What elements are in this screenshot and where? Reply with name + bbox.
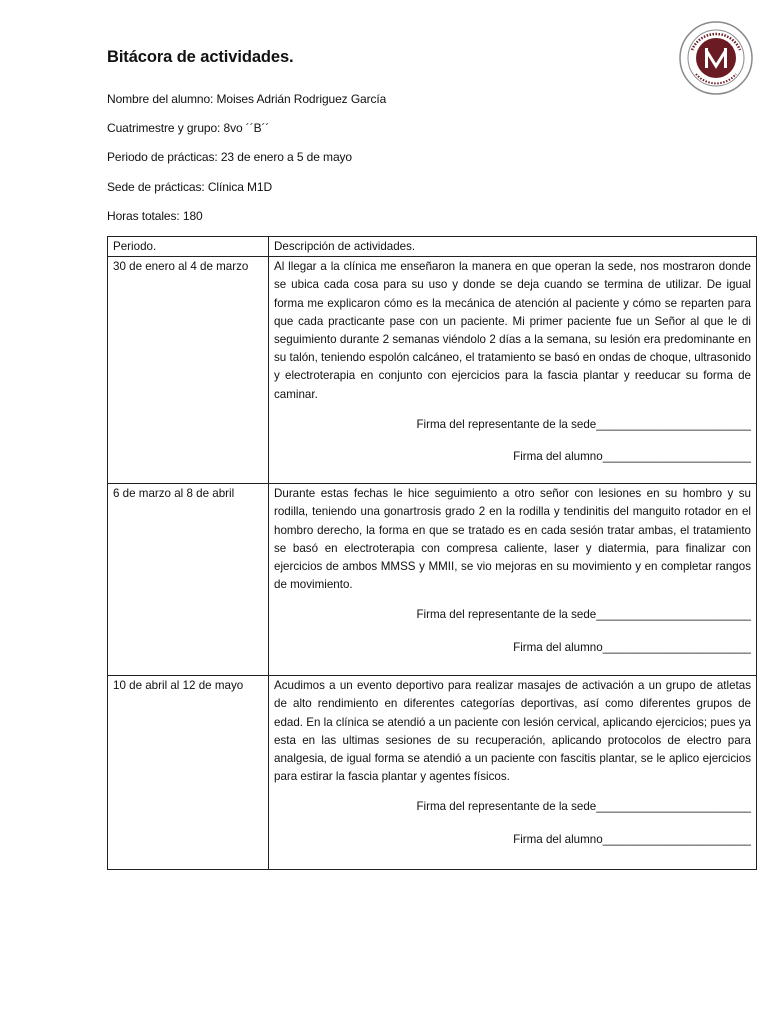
table-row [108,676,757,870]
activity-log-table [107,236,757,870]
row-period: 10 de abril al 12 de mayo [108,676,269,870]
signature-site-line: Firma del representante de la sede________________________ [416,800,751,814]
table-header-row [108,237,757,257]
table-row [108,484,757,676]
row-description: Al llegar a la clínica me enseñaron la manera en que operan la sede, nos mostraron donde se ubica cada cosa para su uso y donde se deja cuando se termina de utilizar. De igual forma me explicaron cómo es la mecánica de atención al paciente y cómo se reparten para que cada practicante pase con un paciente. Mi primer paciente fue un Señor al que le di seguimiento durante 2 semanas viéndolo 2 días a la semana, su lesión era predominante en su talón, teniendo espolón calcáneo, el tratamiento se basó en ondas de choque, ultrasonido y electroterapia en conjunto con ejercicios para la fascia plantar y reeducar su forma de caminar. [274,260,751,401]
document-title: Bitácora de actividades. [107,48,294,66]
university-seal-logo [678,20,754,96]
student-name-field: Nombre del alumno: Moises Adrián Rodriguez García [107,92,387,106]
signature-student-line: Firma del alumno_______________________ [513,832,751,846]
signature-student-line: Firma del alumno_______________________ [513,640,751,654]
row-description-cell [269,484,757,676]
table-row [108,257,757,484]
row-description: Acudimos a un evento deportivo para realizar masajes de activación a un grupo de atletas de alto rendimiento en diferentes categorías deportivas, así como diferentes grupos de edad. En la clínica se atendió a un paciente con lesión cervical, aplicando ejercicios; pues ya esta en las ultimas sesiones de su recuperación, aplicando protocolos de electro para analgesia, de igual forma se atendió a un paciente con fascitis plantar, se le aplico ejercicios para estirar la fascia plantar y agentes físicos. [274,679,751,784]
row-description-cell [269,676,757,870]
signature-student-line: Firma del alumno_______________________ [513,450,751,464]
period-field: Periodo de prácticas: 23 de enero a 5 de mayo [107,150,352,164]
header-period: Periodo. [108,237,269,257]
row-description-cell [269,257,757,484]
hours-field: Horas totales: 180 [107,209,203,223]
signature-site-line: Firma del representante de la sede________________________ [416,608,751,622]
row-description: Durante estas fechas le hice seguimiento a otro señor con lesiones en su hombro y su rodilla, teniendo una gonartrosis grado 2 en la rodilla y tendinitis del manguito rotador en el hombro derecho, la forma en que se tratado es en cada sesión tratar ambas, el tratamiento se basó en electroterapia con compresa caliente, laser y diatermia, para finalizar con ejercicios de ambos MMSS y MMII, se vio mejoras en su movimiento y en completar rangos de movimiento. [274,487,751,592]
signature-site-line: Firma del representante de la sede________________________ [416,417,751,431]
row-period: 30 de enero al 4 de marzo [108,257,269,484]
site-field: Sede de prácticas: Clínica M1D [107,180,273,194]
header-description: Descripción de actividades. [269,237,757,257]
row-period: 6 de marzo al 8 de abril [108,484,269,676]
group-field: Cuatrimestre y grupo: 8vo ´´B´´ [107,121,270,135]
